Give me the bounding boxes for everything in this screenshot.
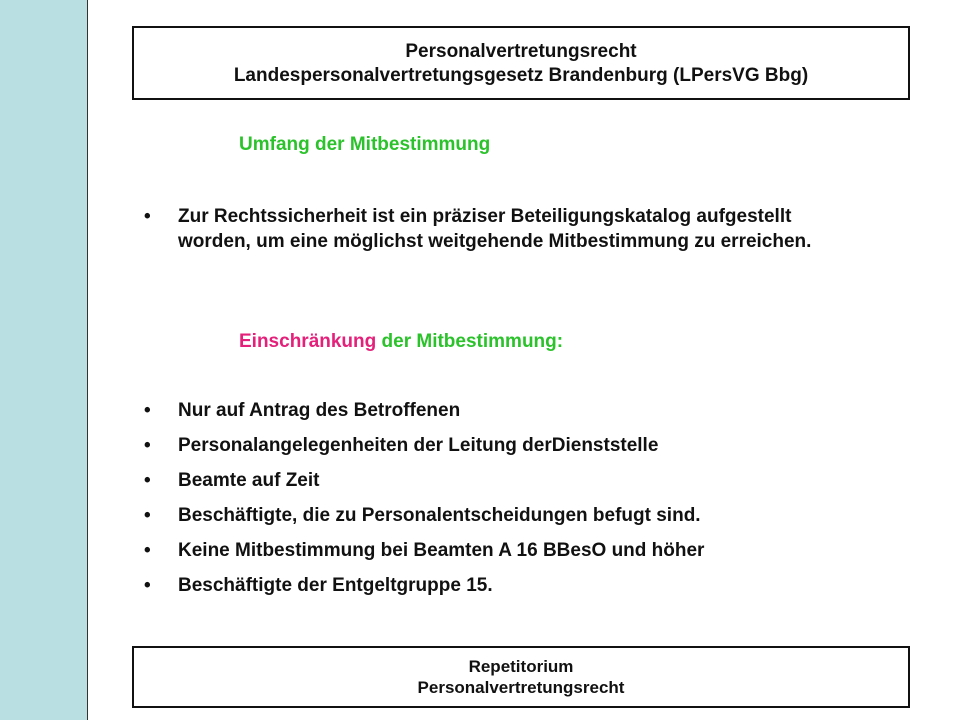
title-line-2: Landespersonalvertretungsgesetz Brandenburg (LPersVG Bbg)	[233, 65, 809, 86]
list-item	[144, 503, 844, 528]
list-item	[144, 398, 844, 423]
bullet-icon: •	[144, 435, 151, 456]
list-item-text: Beschäftigte, die zu Personalentscheidungen befugt sind.	[178, 505, 701, 526]
bullet-icon: •	[144, 206, 151, 227]
footer-box	[132, 646, 910, 708]
bullet-list-scope	[144, 204, 844, 254]
list-item	[144, 468, 844, 493]
bullet-list-restriction	[144, 398, 844, 608]
section-heading-restriction	[239, 330, 563, 354]
list-item-text: Personalangelegenheiten der Leitung derDienststelle	[178, 435, 659, 456]
bullet-icon: •	[144, 540, 151, 561]
bullet-icon: •	[144, 575, 151, 596]
list-item-text: Nur auf Antrag des Betroffenen	[178, 400, 461, 421]
list-item	[144, 538, 844, 563]
list-item	[144, 573, 844, 598]
title-box	[132, 26, 910, 100]
list-item-text: Beamte auf Zeit	[178, 470, 320, 491]
list-item-text: Keine Mitbestimmung bei Beamten A 16 BBesO und höher	[178, 540, 705, 561]
list-item-text: Zur Rechtssicherheit ist ein präziser Beteiligungskatalog aufgestellt worden, um eine möglichst weitgehende Mitbestimmung zu erreichen.	[178, 206, 812, 252]
bullet-icon: •	[144, 470, 151, 491]
bullet-icon: •	[144, 505, 151, 526]
footer-line-2: Personalvertretungsrecht	[417, 678, 625, 697]
title-line-1: Personalvertretungsrecht	[405, 41, 637, 62]
list-item	[144, 433, 844, 458]
sidebar-decoration	[0, 0, 88, 720]
heading-accent-word: Einschränkung	[239, 331, 377, 352]
footer-line-1: Repetitorium	[468, 657, 574, 676]
bullet-icon: •	[144, 400, 151, 421]
list-item	[144, 204, 844, 254]
heading-rest: der Mitbestimmung:	[376, 331, 564, 352]
list-item-text: Beschäftigte der Entgeltgruppe 15.	[178, 575, 493, 596]
section-heading-scope: Umfang der Mitbestimmung	[239, 134, 491, 155]
